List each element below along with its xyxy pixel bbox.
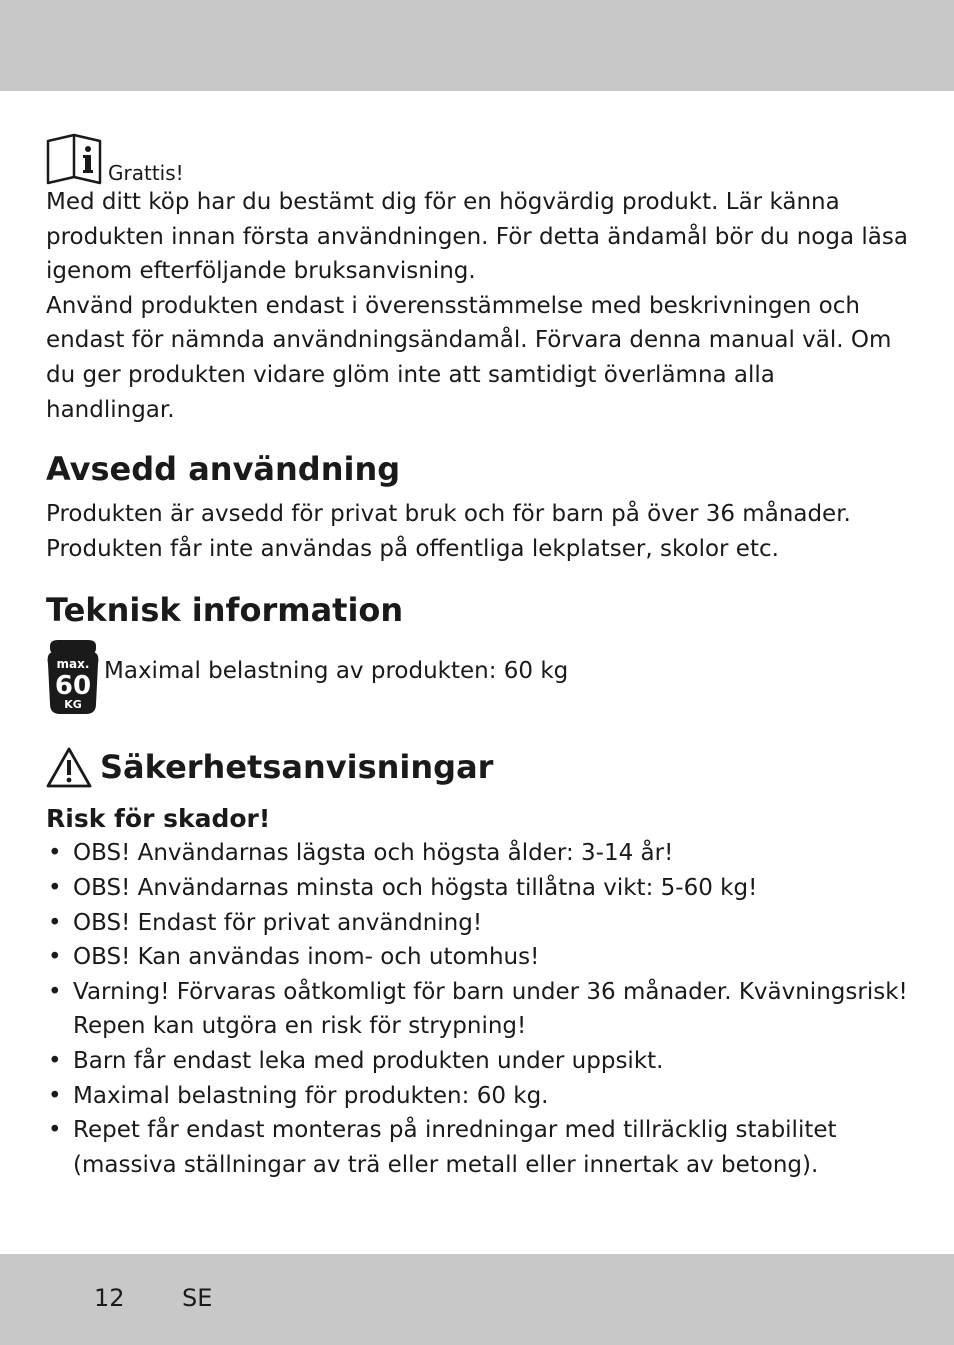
- bullet-mark: •: [48, 978, 62, 1005]
- bullet-mark: •: [48, 944, 62, 971]
- intended-use-heading: Avsedd användning: [46, 450, 401, 489]
- max-weight-icon: [46, 636, 100, 714]
- bullet-mark: •: [48, 1082, 62, 1109]
- safety-list: [46, 836, 908, 1182]
- list-item: [46, 1113, 908, 1182]
- list-item-text: OBS! Användarnas lägsta och högsta ålder: 3-14 år!: [73, 840, 674, 867]
- max-load-row: [46, 636, 908, 714]
- list-item-text: OBS! Användarnas minsta och högsta tillåtna vikt: 5-60 kg!: [73, 874, 758, 901]
- intended-use-line-2: Produkten får inte användas på offentliga lekplatser, skolor etc.: [46, 535, 779, 562]
- risk-subheading: Risk för skador!: [46, 804, 271, 834]
- language-code: SE: [182, 1284, 213, 1312]
- bullet-mark: •: [48, 1047, 62, 1074]
- max-weight-icon-unit: KG: [64, 698, 82, 712]
- safety-heading: Säkerhetsanvisningar: [100, 748, 494, 787]
- bullet-mark: •: [48, 909, 62, 936]
- list-item: [46, 1079, 908, 1114]
- max-load-text: Maximal belastning av produkten: 60 kg: [104, 658, 569, 685]
- list-item-text: Repet får endast monteras på inredningar med tillräcklig stabilitet (massiva ställningar av trä eller metall eller innertak av betong).: [73, 1117, 837, 1178]
- list-item-text: Varning! Förvaras oåtkomligt för barn under 36 månader. Kvävningsrisk! Repen kan utgöra en risk för strypning!: [73, 978, 908, 1040]
- usage-paragraph: Använd produkten endast i överensstämmelse med beskrivningen och endast för nämnda användningsändamål. Förvara denna manual väl. Om du ger produkten vidare glöm inte att samtidigt överlämna alla handlingar.: [46, 292, 892, 423]
- max-weight-icon-top: max.: [56, 657, 90, 672]
- list-item: [46, 975, 908, 1044]
- list-item-text: Maximal belastning för produkten: 60 kg.: [73, 1082, 549, 1109]
- warning-triangle-icon: [46, 746, 92, 788]
- list-item: [46, 871, 908, 906]
- safety-header: [46, 746, 908, 788]
- list-item-text: OBS! Kan användas inom- och utomhus!: [73, 944, 540, 971]
- header-band: [0, 0, 954, 91]
- max-weight-icon-value: 60: [54, 671, 92, 702]
- list-item: [46, 836, 908, 871]
- info-manual-icon: [46, 133, 102, 185]
- list-item-text: Barn får endast leka med produkten under uppsikt.: [73, 1047, 664, 1074]
- list-item: [46, 940, 908, 975]
- technical-info-heading: Teknisk information: [46, 591, 404, 630]
- intro-paragraph: Med ditt köp har du bestämt dig för en högvärdig produkt. Lär känna produkten innan första användningen. För detta ändamål bör du noga läsa igenom efterföljande bruksanvisning.: [46, 189, 908, 285]
- list-item: [46, 906, 908, 941]
- intro-header: [46, 130, 908, 185]
- intended-use-line-1: Produkten är avsedd för privat bruk och för barn på över 36 månader.: [46, 501, 851, 528]
- page-number: 12: [94, 1284, 125, 1312]
- footer-band: [0, 1254, 954, 1345]
- bullet-mark: •: [48, 1117, 62, 1144]
- bullet-mark: •: [48, 840, 62, 867]
- page-content: [46, 130, 908, 1182]
- list-item: [46, 1044, 908, 1079]
- list-item-text: OBS! Endast för privat användning!: [73, 909, 483, 936]
- bullet-mark: •: [48, 874, 62, 901]
- greeting-text: Grattis!: [108, 161, 184, 185]
